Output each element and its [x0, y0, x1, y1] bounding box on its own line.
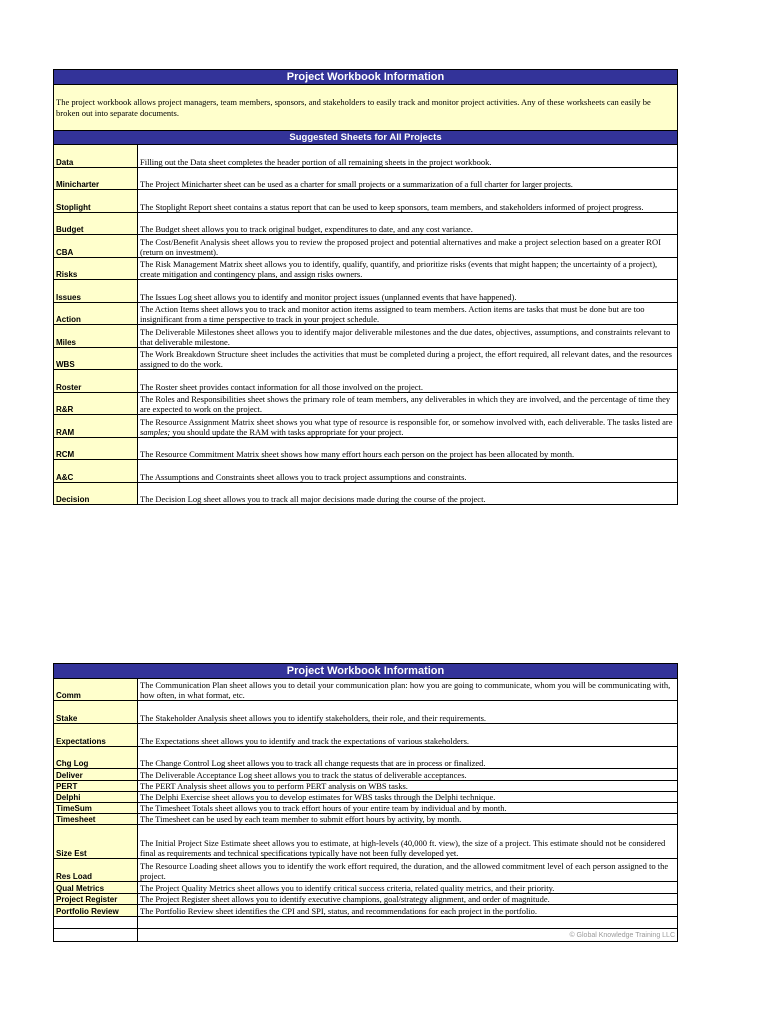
- sheet-description: The Change Control Log sheet allows you to track all change requests that are in process or finalized.: [138, 747, 678, 769]
- sheet-name: Portfolio Review: [54, 905, 138, 917]
- intro-text: The project workbook allows project managers, team members, sponsors, and stakeholders to easily track and monitor project activities. Any of these worksheets can easily be broken out into separate documents.: [54, 85, 678, 131]
- table-row: [54, 438, 678, 460]
- table-row: [54, 724, 678, 747]
- table-row: [54, 701, 678, 724]
- table-row: [54, 325, 678, 348]
- sheet-name: Budget: [54, 213, 138, 235]
- sheet-description: The Communication Plan sheet allows you to detail your communication plan: how you are going to communicate, whom you will be communicating with, how often, in what format, etc.: [138, 679, 678, 701]
- sheet-name: PERT: [54, 781, 138, 792]
- sheet-name: Issues: [54, 280, 138, 303]
- table-row-footer: [54, 929, 678, 942]
- table-row: [54, 415, 678, 438]
- sheet-description: The Project Minicharter sheet can be used as a charter for small projects or a summarization of a full charter for larger projects.: [138, 168, 678, 190]
- table-row: [54, 235, 678, 258]
- sheet-description: The Timesheet can be used by each team member to submit effort hours by activity, by month.: [138, 814, 678, 825]
- sheet-name: Data: [54, 145, 138, 168]
- sheet-description: The Initial Project Size Estimate sheet allows you to estimate, at high-levels (40,000 ft. view), the size of a project. This estimate should not be considered final as requirements and technical specifications typically have not been fully developed yet.: [138, 825, 678, 859]
- table-row: [54, 803, 678, 814]
- sheet-description: The Roles and Responsibilities sheet shows the primary role of team members, any deliverables in which they are involved, and the percentage of time they are expected to work on the project.: [138, 393, 678, 415]
- sheet-name: RAM: [54, 415, 138, 438]
- workbook-info-table-1: [53, 69, 678, 505]
- table-row: [54, 258, 678, 280]
- sheet-description: The Expectations sheet allows you to identify and track the expectations of various stakeholders.: [138, 724, 678, 747]
- sheet-description: The Project Register sheet allows you to identify executive champions, goal/strategy alignment, and order of magnitude.: [138, 894, 678, 905]
- sheet-description: The Deliverable Acceptance Log sheet allows you to track the status of deliverable acceptances.: [138, 769, 678, 781]
- sheet-name: R&R: [54, 393, 138, 415]
- sheet-description: The Budget sheet allows you to track original budget, expenditures to date, and any cost variance.: [138, 213, 678, 235]
- empty-cell: [54, 917, 138, 929]
- table-row: [54, 825, 678, 859]
- table-row: [54, 370, 678, 393]
- sheet-description: The Cost/Benefit Analysis sheet allows you to review the proposed project and potential alternatives and make a project selection based on a greater ROI (return on investment).: [138, 235, 678, 258]
- sheet-description: The Issues Log sheet allows you to identify and monitor project issues (unplanned events that have happened).: [138, 280, 678, 303]
- sheet-description: The Resource Loading sheet allows you to identify the work effort required, the duration, and the allowed commitment level of each person assigned to the project.: [138, 859, 678, 882]
- table-row: [54, 280, 678, 303]
- table-row: [54, 905, 678, 917]
- sheet-name: Miles: [54, 325, 138, 348]
- sheet-name: Decision: [54, 483, 138, 505]
- description-line-1: The Resource Assignment Matrix sheet shows you what type of resource is responsible for, or somehow involved with, each deliverable.: [140, 417, 606, 427]
- table-row: [54, 213, 678, 235]
- section-title: Project Workbook Information: [54, 664, 678, 679]
- sheet-name: Comm: [54, 679, 138, 701]
- copyright-text: © Global Knowledge Training LLC: [138, 929, 678, 942]
- sheet-description: The Delphi Exercise sheet allows you to develop estimates for WBS tasks through the Delphi technique.: [138, 792, 678, 803]
- sheet-name: Roster: [54, 370, 138, 393]
- table-row: [54, 145, 678, 168]
- sheet-description: The Timesheet Totals sheet allows you to track effort hours of your entire team by individual and by month.: [138, 803, 678, 814]
- sheet-name: Expectations: [54, 724, 138, 747]
- empty-cell: [138, 917, 678, 929]
- sheet-name: WBS: [54, 348, 138, 370]
- sheet-description: The Stakeholder Analysis sheet allows you to identify stakeholders, their role, and their requirements.: [138, 701, 678, 724]
- table-row: [54, 679, 678, 701]
- sheet-name: Chg Log: [54, 747, 138, 769]
- sheet-description: The Roster sheet provides contact information for all those involved on the project.: [138, 370, 678, 393]
- table-row: [54, 747, 678, 769]
- sheet-name: Qual Metrics: [54, 882, 138, 894]
- sheet-description: The Stoplight Report sheet contains a status report that can be used to keep sponsors, team members, and stakeholders informed of project progress.: [138, 190, 678, 213]
- sheet-name: Stake: [54, 701, 138, 724]
- table-row: [54, 859, 678, 882]
- sheet-description: The Action Items sheet allows you to track and monitor action items assigned to team members. Action items are tasks that must be done but are too insignificant from a time perspective to track in your project schedule.: [138, 303, 678, 325]
- sheet-name: Delphi: [54, 792, 138, 803]
- workbook-info-table-2: [53, 663, 678, 942]
- section-title: Project Workbook Information: [54, 70, 678, 85]
- sheet-name: Project Register: [54, 894, 138, 905]
- description-line-2c: you should update the RAM with tasks appropriate for your project.: [170, 426, 404, 437]
- sheet-description: [138, 415, 678, 438]
- table-row: [54, 769, 678, 781]
- sheet-description: The Work Breakdown Structure sheet includes the activities that must be completed during a project, the effort required, all relevant dates, and the resources assigned to do the work.: [138, 348, 678, 370]
- sheet-name: Stoplight: [54, 190, 138, 213]
- section-subtitle: Suggested Sheets for All Projects: [54, 131, 678, 145]
- sheet-name: A&C: [54, 460, 138, 483]
- table-row: [54, 348, 678, 370]
- sheet-name: Risks: [54, 258, 138, 280]
- sheet-description: The Project Quality Metrics sheet allows you to identify critical success criteria, related quality metrics, and their priority.: [138, 882, 678, 894]
- table-row: [54, 483, 678, 505]
- description-italic: samples;: [140, 426, 171, 437]
- sheet-description: The Portfolio Review sheet identifies the CPI and SPI, status, and recommendations for each project in the portfolio.: [138, 905, 678, 917]
- sheet-description: The Risk Management Matrix sheet allows you to identify, qualify, quantify, and prioritize risks (events that might happen; the uncertainty of a project), create mitigation and contingency plans, and assign risks owners.: [138, 258, 678, 280]
- sheet-description: The Assumptions and Constraints sheet allows you to track project assumptions and constraints.: [138, 460, 678, 483]
- sheet-description: The PERT Analysis sheet allows you to perform PERT analysis on WBS tasks.: [138, 781, 678, 792]
- table-row: [54, 460, 678, 483]
- table-row: [54, 894, 678, 905]
- table-row: [54, 882, 678, 894]
- sheet-name: Minicharter: [54, 168, 138, 190]
- sheet-name: Deliver: [54, 769, 138, 781]
- sheet-name: Timesheet: [54, 814, 138, 825]
- table-row: [54, 393, 678, 415]
- table-row: [54, 190, 678, 213]
- table-row: [54, 814, 678, 825]
- table-row: [54, 781, 678, 792]
- sheet-name: TimeSum: [54, 803, 138, 814]
- sheet-name: Size Est: [54, 825, 138, 859]
- table-row: [54, 168, 678, 190]
- table-row: [54, 303, 678, 325]
- sheet-name: Action: [54, 303, 138, 325]
- description-line-2a: The tasks listed are: [607, 417, 673, 427]
- sheet-description: The Decision Log sheet allows you to track all major decisions made during the course of the project.: [138, 483, 678, 505]
- table-row-empty: [54, 917, 678, 929]
- sheet-name: Res Load: [54, 859, 138, 882]
- sheet-name: RCM: [54, 438, 138, 460]
- sheet-name: CBA: [54, 235, 138, 258]
- sheet-description: Filling out the Data sheet completes the header portion of all remaining sheets in the project workbook.: [138, 145, 678, 168]
- sheet-description: The Resource Commitment Matrix sheet shows how many effort hours each person on the project has been allocated by month.: [138, 438, 678, 460]
- empty-cell: [54, 929, 138, 942]
- sheet-description: The Deliverable Milestones sheet allows you to identify major deliverable milestones and the due dates, objectives, assumptions, and constraints relevant to that deliverable milestone.: [138, 325, 678, 348]
- table-row: [54, 792, 678, 803]
